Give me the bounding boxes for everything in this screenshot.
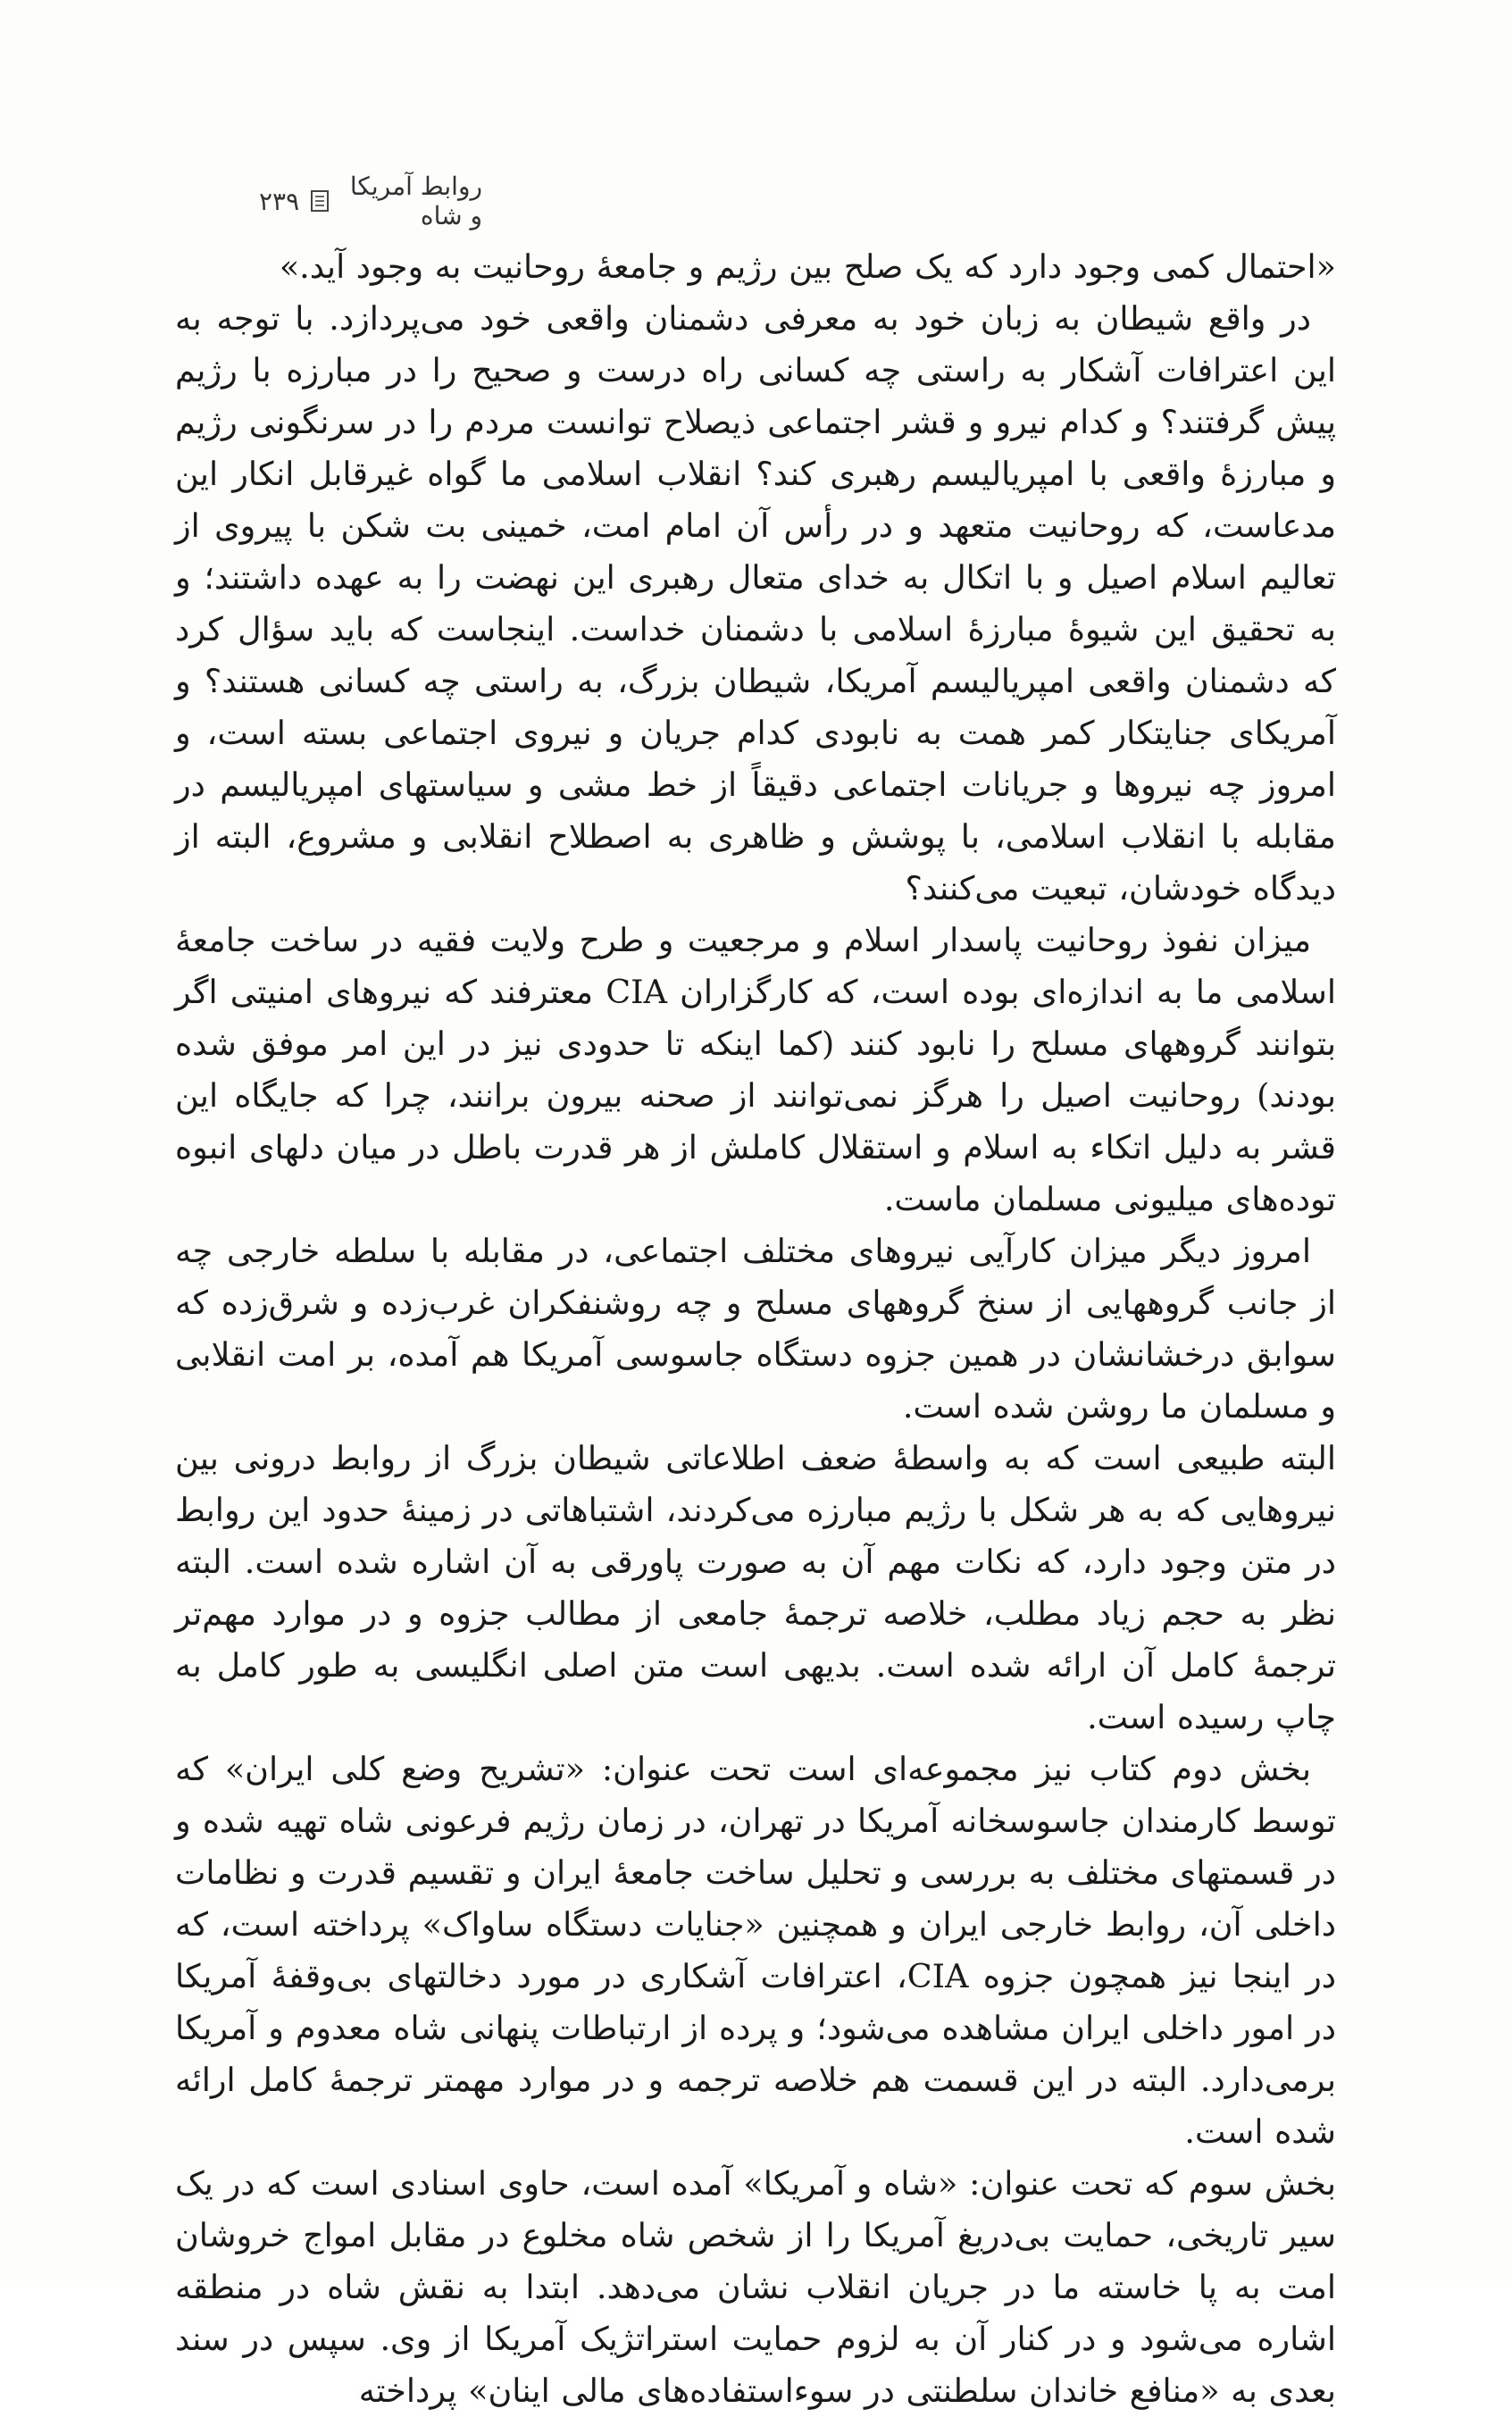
- paragraph-quote: «احتمال کمی وجود دارد که یک صلح بین رژیم و جامعهٔ روحانیت به وجود آید.»: [279, 247, 1336, 286]
- paragraph: بخش سوم که تحت عنوان: «شاه و آمریکا» آمده است، حاوی اسنادی است که در یک سیر تاریخی، حمایت بی‌دریغ آمریکا را از شخص شاه مخلوع در مقابل امواج خروشان امت به پا خاسته ما در جریان انقلاب نشان می‌دهد. ابتدا به نقش شاه در منطقه اشاره می‌شود و در کنار آن به لزوم حمایت استراتژیک آمریکا از وی. سپس در سند بعدی به «منافع خاندان سلطنتی در سوءاستفاده‌های مالی اینان» پرداخته: [175, 2164, 1336, 2410]
- page-number: ۲۳۹: [259, 186, 300, 216]
- book-icon: [310, 189, 330, 213]
- running-header-title: روابط آمریکا و شاه: [349, 171, 482, 230]
- paragraph: در واقع شیطان به زبان خود به معرفی دشمنان واقعی خود می‌پردازد. با توجه به این اعترافات آشکار به راستی چه کسانی راه درست و صحیح را در مبارزه با رژیم پیش گرفتند؟ و کدام نیرو و قشر اجتماعی ذیصلاح توانست مردم را در سرنگونی رژیم و مبارزهٔ واقعی با امپریالیسم رهبری کند؟ انقلاب اسلامی ما گواه غیرقابل انکار این مدعاست، که روحانیت متعهد و در رأس آن امام امت، خمینی بت شکن با پیروی از تعالیم اسلام اصیل و با اتکال به خدای متعال رهبری این نهضت را به عهده داشتند؛ و به تحقیق این شیوهٔ مبارزهٔ اسلامی با دشمنان خداست. اینجاست که باید سؤال کرد که دشمنان واقعی امپریالیسم آمریکا، شیطان بزرگ، به راستی چه کسانی هستند؟ و آمریکای جنایتکار کمر همت به نابودی کدام جریان و نیروی اجتماعی بسته است، و امروز چه نیروها و جریانات اجتماعی دقیقاً از خط مشی و سیاستهای امپریالیسم در مقابله با انقلاب اسلامی، با پوشش و ظاهری به اصطلاح انقلابی و مشروع، البته از دیدگاه خودشان، تبعیت می‌کنند؟: [175, 299, 1336, 907]
- running-header: [259, 171, 482, 230]
- paragraph: البته طبیعی است که به واسطهٔ ضعف اطلاعاتی شیطان بزرگ از روابط درونی بین نیروهایی که به هر شکل با رژیم مبارزه می‌کردند، اشتباهاتی در زمینهٔ حدود این روابط در متن وجود دارد، که نکات مهم آن به صورت پاورقی به آن اشاره شده است. البته نظر به حجم زیاد مطلب، خلاصه ترجمهٔ جامعی از مطالب جزوه و در موارد مهم‌تر ترجمهٔ کامل آن ارائه شده است. بدیهی است متن اصلی انگلیسی به طور کامل به چاپ رسیده است.: [175, 1439, 1336, 1736]
- paragraph: بخش دوم کتاب نیز مجموعه‌ای است تحت عنوان: «تشریح وضع کلی ایران» که توسط کارمندان جاسوسخانه آمریکا در تهران، در زمان رژیم فرعونی شاه تهیه شده و در قسمتهای مختلف به بررسی و تحلیل ساخت جامعهٔ ایران و تقسیم قدرت و نظامات داخلی آن، روابط خارجی ایران و همچنین «جنایات دستگاه ساواک» پرداخته است، که در اینجا نیز همچون جزوه CIA، اعترافات آشکاری در مورد دخالتهای بی‌وقفهٔ آمریکا در امور داخلی ایران مشاهده می‌شود؛ و پرده از ارتباطات پنهانی شاه معدوم و آمریکا برمی‌دارد. البته در این قسمت هم خلاصه ترجمه و در موارد مهمتر ترجمهٔ کامل ارائه شده است.: [175, 1750, 1336, 2151]
- body-text: [175, 241, 1336, 2410]
- paragraph: امروز دیگر میزان کارآیی نیروهای مختلف اجتماعی، در مقابله با سلطه خارجی چه از جانب گروههایی از سنخ گروههای مسلح و چه روشنفکران غرب‌زده و شرق‌زده که سوابق درخشانشان در همین جزوه دستگاه جاسوسی آمریکا هم آمده، بر امت انقلابی و مسلمان ما روشن شده است.: [175, 1232, 1336, 1426]
- paragraph: میزان نفوذ روحانیت پاسدار اسلام و مرجعیت و طرح ولایت فقیه در ساخت جامعهٔ اسلامی ما به اندازه‌ای بوده است، که کارگزاران CIA معترفند که نیروهای امنیتی اگر بتوانند گروههای مسلح را نابود کنند (کما اینکه تا حدودی نیز در این امر موفق شده بودند) روحانیت اصیل را هرگز نمی‌توانند از صحنه بیرون برانند، چرا که جایگاه این قشر به دلیل اتکاء به اسلام و استقلال کاملش از هر قدرت باطل در میان دلهای انبوه توده‌های میلیونی مسلمان ماست.: [175, 921, 1336, 1218]
